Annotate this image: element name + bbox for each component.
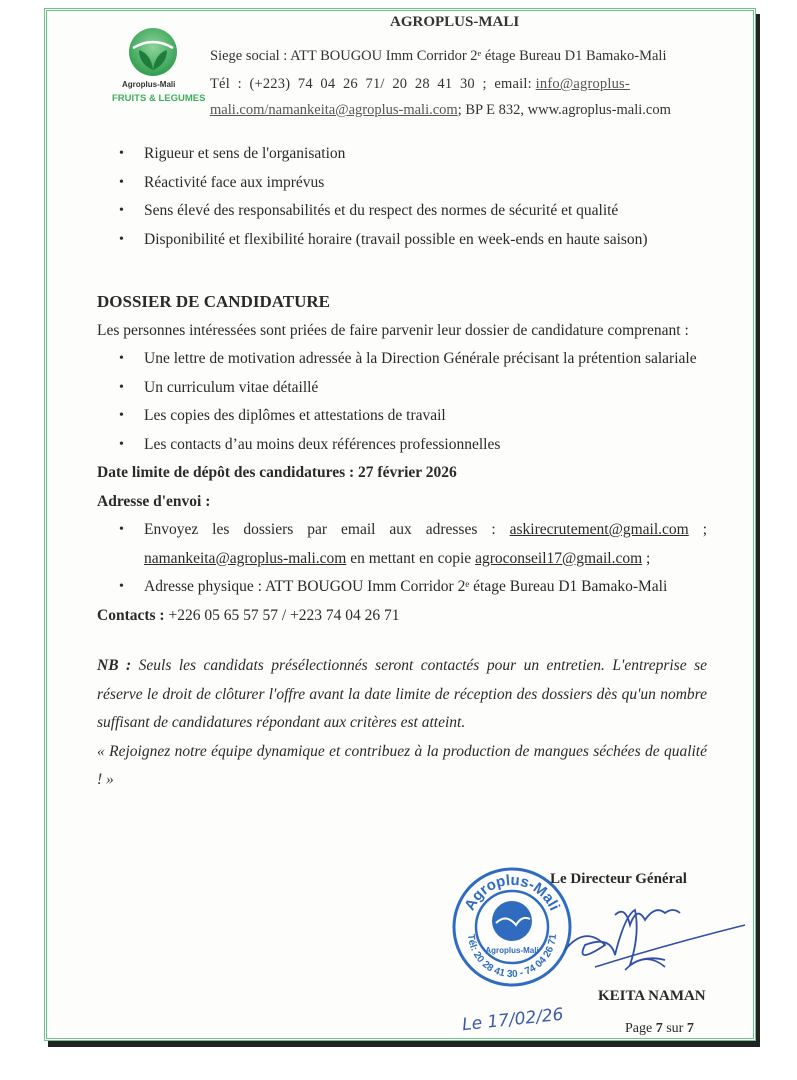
qualities-list <box>97 140 707 254</box>
page-mid: sur <box>662 1021 687 1036</box>
list-item-physical-address: • Adresse physique : ATT BOUGOU Imm Corridor 2ᵉ étage Bureau D1 Bamako-Mali <box>97 573 707 602</box>
header-email-link-1[interactable]: info@agroplus- <box>535 76 630 92</box>
list-item: • Rigueur et sens de l'organisation <box>97 140 707 169</box>
header-email-link-2[interactable]: mali.com/namankeita@agroplus-mali.com <box>210 102 458 118</box>
email-link-namankeita[interactable]: namankeita@agroplus-mali.com <box>144 549 347 567</box>
logo-name: Agroplus-Mali <box>122 80 176 89</box>
list-item: • Sens élevé des responsabilités et du respect des normes de sécurité et qualité <box>97 197 707 226</box>
dossier-list <box>97 345 707 459</box>
send-address-list <box>97 516 707 602</box>
list-item: • Les copies des diplômes et attestations de travail <box>97 402 707 431</box>
contacts-value: +226 05 65 57 57 / +223 74 04 26 71 <box>164 606 400 624</box>
letterhead <box>0 0 797 128</box>
list-item: • Les contacts d’au moins deux références professionnelles <box>97 431 707 460</box>
deadline: Date limite de dépôt des candidatures : 27 février 2026 <box>97 464 457 481</box>
handwritten-date: Le 17/02/26 <box>461 1004 565 1036</box>
list-item: • Une lettre de motivation adressée à la Direction Générale précisant la prétention salariale <box>97 345 707 374</box>
svg-text:Agroplus-Mali: Agroplus-Mali <box>461 871 563 914</box>
nb-note <box>97 652 707 738</box>
contacts-label: Contacts : <box>97 606 165 624</box>
company-logo <box>112 26 218 104</box>
logo-tagline: FRUITS & LEGUMES <box>112 93 206 104</box>
company-name: AGROPLUS-MALI <box>390 14 520 30</box>
contacts <box>97 602 707 631</box>
signature-block <box>420 865 720 1045</box>
header-po-box-web: ; BP E 832, www.agroplus-mali.com <box>457 102 671 118</box>
nb-text: Seuls les candidats présélectionnés seront contactés pour un entretien. L'entreprise se réserve le droit de clôturer l'offre avant la date limite de réception des dossiers dès qu'un nombre suffisant de candidatures répondant aux critères est atteint. <box>97 657 707 731</box>
email-link-askirecrutement[interactable]: askirecrutement@gmail.com <box>509 521 689 538</box>
header-phone: Tél : (+223) 74 04 26 71/ 20 28 41 30 ; email: <box>210 76 536 92</box>
svg-text:Tél: 20 28 41 30 - 74 04 26 71: Tél: 20 28 41 30 - 74 04 26 71 <box>464 933 560 981</box>
email-link-agroconseil[interactable]: agroconseil17@gmail.com <box>475 549 643 567</box>
email-prefix: Envoyez les dossiers par email aux adresses : <box>144 521 510 538</box>
list-item: • Un curriculum vitae détaillé <box>97 374 707 403</box>
copy-text: en mettant en copie <box>346 549 476 567</box>
header-phone-line <box>210 76 630 93</box>
page-total: 7 <box>686 1021 694 1036</box>
page-current: 7 <box>655 1021 663 1036</box>
director-name: KEITA NAMAN <box>598 988 706 1004</box>
nb-label: NB : <box>97 657 132 674</box>
separator-end: ; <box>642 549 651 567</box>
director-title: Le Directeur Général <box>550 871 687 887</box>
list-item-email <box>97 516 707 573</box>
header-address: Siege social : ATT BOUGOU Imm Corridor 2ᵉ étage Bureau D1 Bamako-Mali <box>210 48 667 64</box>
separator: ; <box>688 521 707 538</box>
leaf-logo-icon <box>127 26 179 78</box>
header-contact-line <box>210 102 671 119</box>
page-prefix: Page <box>625 1021 656 1036</box>
page-number <box>625 1021 694 1037</box>
send-address-label: Adresse d'envoi : <box>97 492 211 510</box>
svg-text:Agroplus-Mali: Agroplus-Mali <box>485 946 539 955</box>
section-title-dossier: DOSSIER DE CANDIDATURE <box>97 292 331 311</box>
dossier-intro: Les personnes intéressées sont priées de faire parvenir leur dossier de candidature comprenant : <box>97 321 689 339</box>
list-item: • Réactivité face aux imprévus <box>97 169 707 198</box>
handwritten-signature-icon <box>555 895 755 985</box>
slogan: « Rejoignez notre équipe dynamique et contribuez à la production de mangues séchées de qualité ! » <box>97 742 707 788</box>
document-body <box>97 140 707 795</box>
list-item: • Disponibilité et flexibilité horaire (travail possible en week-ends en haute saison) <box>97 226 707 255</box>
